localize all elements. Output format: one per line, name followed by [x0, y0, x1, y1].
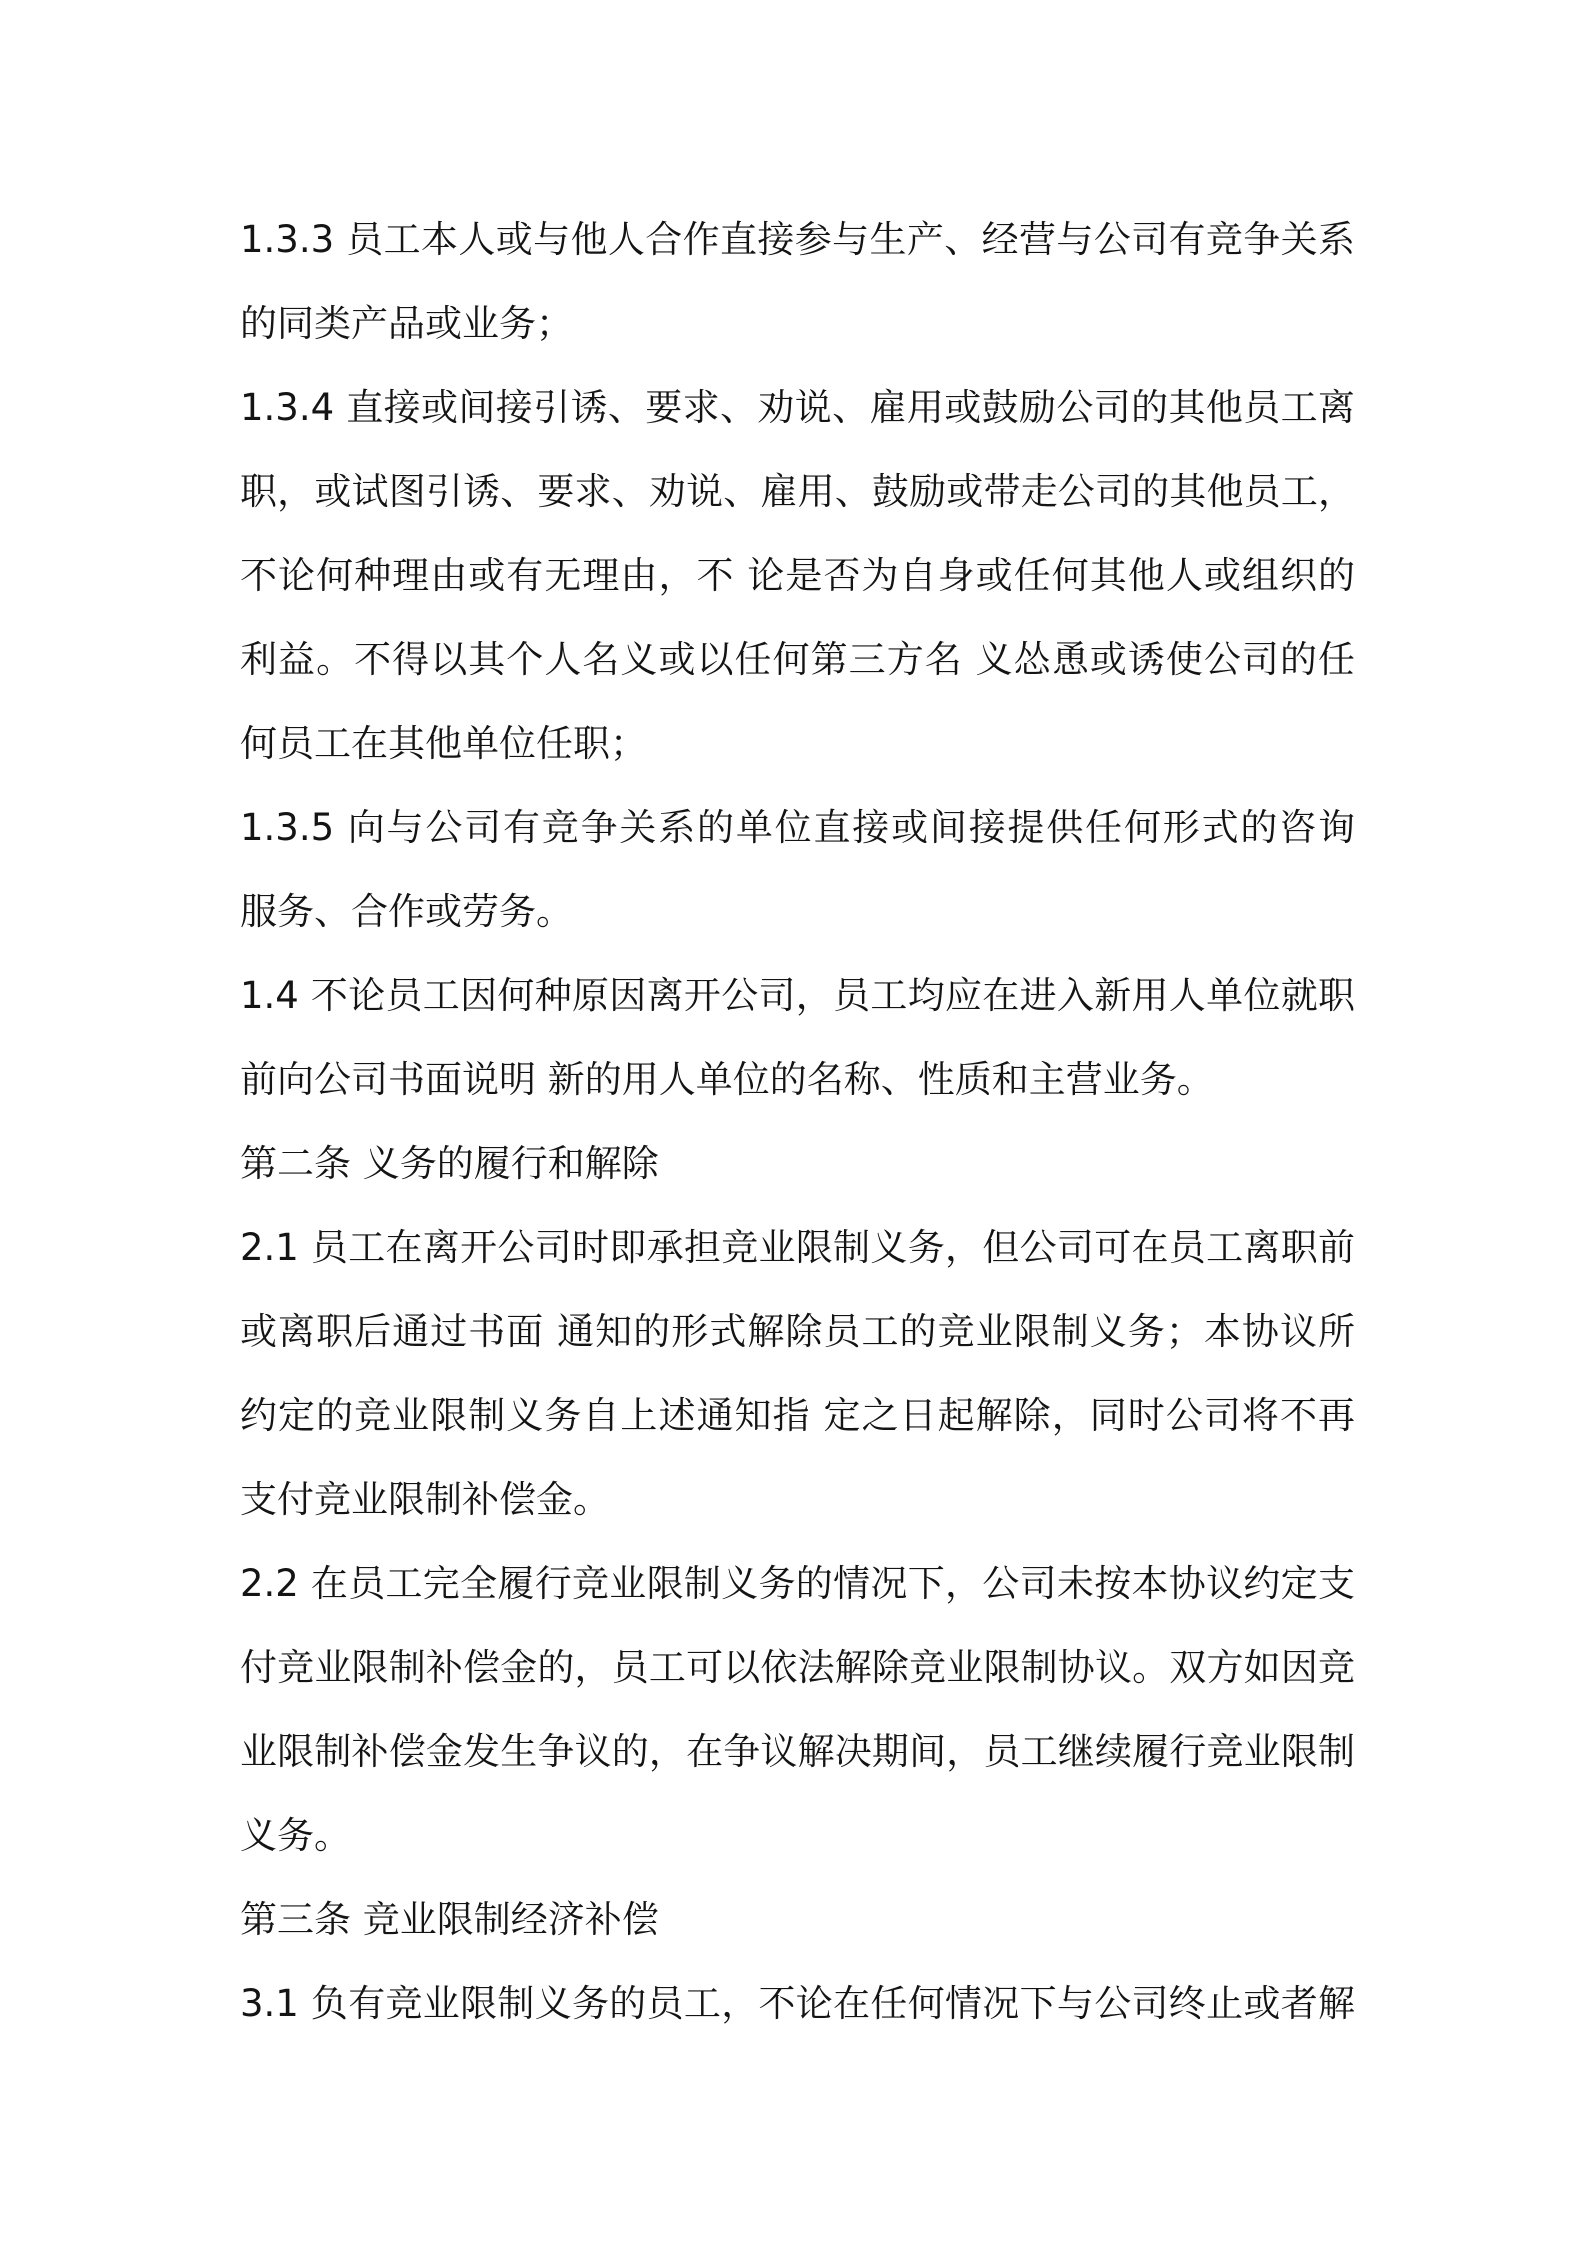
clause-1-3-4-line-2: 职，或试图引诱、要求、劝说、雇用、鼓励或带走公司的其他员工，	[240, 470, 1355, 513]
clause-1-3-3-line-2: 的同类产品或业务；	[240, 302, 573, 345]
clause-2-2-line-4: 义务。	[240, 1814, 351, 1857]
clause-2-1-line-4: 支付竞业限制补偿金。	[240, 1478, 610, 1521]
clause-2-2-line-3: 业限制补偿金发生争议的，在争议解决期间，员工继续履行竞业限制	[240, 1730, 1355, 1773]
article-2-heading: 第二条 义务的履行和解除	[240, 1142, 659, 1185]
clause-1-4-line-2: 前向公司书面说明 新的用人单位的名称、性质和主营业务。	[240, 1058, 1214, 1101]
clause-1-3-4-line-4: 利益。不得以其个人名义或以任何第三方名 义怂恿或诱使公司的任	[240, 638, 1355, 681]
clause-1-4-line-1: 1.4 不论员工因何种原因离开公司，员工均应在进入新用人单位就职	[240, 974, 1355, 1017]
clause-1-3-5-line-1: 1.3.5 向与公司有竞争关系的单位直接或间接提供任何形式的咨询	[240, 806, 1355, 849]
article-3-heading: 第三条 竞业限制经济补偿	[240, 1898, 659, 1941]
clause-2-1-line-2: 或离职后通过书面 通知的形式解除员工的竞业限制义务；本协议所	[240, 1310, 1355, 1353]
clause-3-1-line-1: 3.1 负有竞业限制义务的员工，不论在任何情况下与公司终止或者解	[240, 1982, 1355, 2025]
clause-1-3-5-line-2: 服务、合作或劳务。	[240, 890, 573, 933]
clause-1-3-4-line-1: 1.3.4 直接或间接引诱、要求、劝说、雇用或鼓励公司的其他员工离	[240, 386, 1355, 429]
clause-1-3-3-line-1: 1.3.3 员工本人或与他人合作直接参与生产、经营与公司有竞争关系	[240, 218, 1355, 261]
clause-2-1-line-1: 2.1 员工在离开公司时即承担竞业限制义务，但公司可在员工离职前	[240, 1226, 1355, 1269]
clause-1-3-4-line-3: 不论何种理由或有无理由，不 论是否为自身或任何其他人或组织的	[240, 554, 1355, 597]
clause-2-2-line-1: 2.2 在员工完全履行竞业限制义务的情况下，公司未按本协议约定支	[240, 1562, 1355, 1605]
clause-2-1-line-3: 约定的竞业限制义务自上述通知指 定之日起解除，同时公司将不再	[240, 1394, 1355, 1437]
clause-1-3-4-line-5: 何员工在其他单位任职；	[240, 722, 647, 765]
document-body	[240, 198, 1355, 2046]
clause-2-2-line-2: 付竞业限制补偿金的，员工可以依法解除竞业限制协议。双方如因竞	[240, 1646, 1355, 1689]
